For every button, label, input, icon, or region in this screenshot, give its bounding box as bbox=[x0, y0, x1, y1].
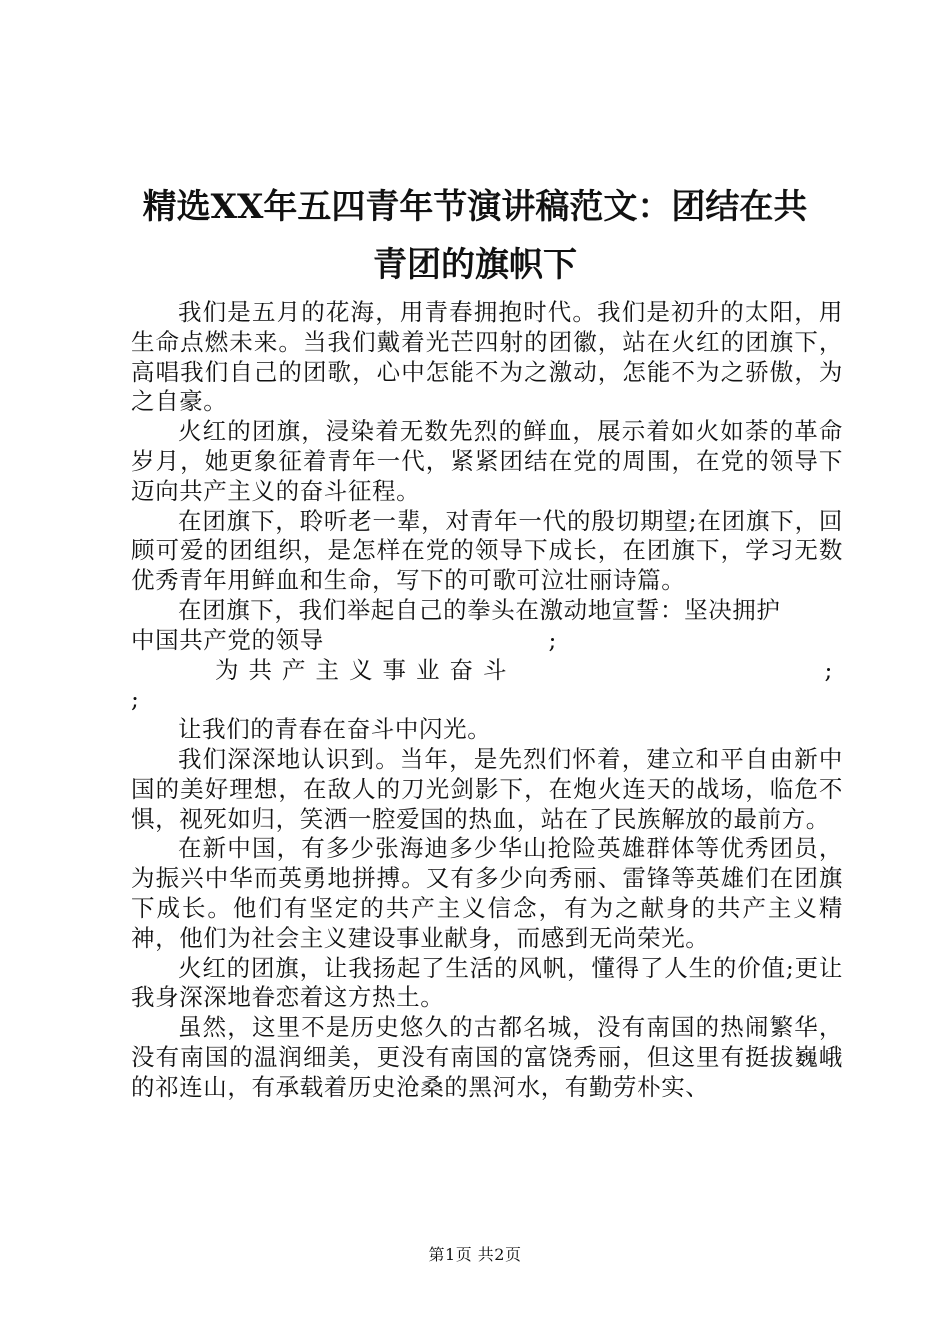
oath-line-1-semicolon: ; bbox=[548, 625, 557, 654]
oath-line-2 bbox=[131, 656, 843, 686]
oath-line-2-semicolon: ; bbox=[824, 655, 833, 684]
oath-line-2-text: 为共产主义事业奋斗 bbox=[215, 655, 517, 684]
oath-line-1 bbox=[131, 626, 843, 656]
paragraph: 在团旗下，聆听老一辈，对青年一代的殷切期望;在团旗下，回顾可爱的团组织，是怎样在党的领导下成长，在团旗下，学习无数优秀青年用鲜血和生命，写下的可歌可泣壮丽诗篇。 bbox=[131, 506, 843, 595]
oath-line-1-text: 中国共产党的领导 bbox=[131, 625, 324, 654]
oath-intro: 在团旗下，我们举起自己的拳头在激动地宣誓：坚决拥护 bbox=[178, 595, 781, 624]
paragraph: 在新中国，有多少张海迪多少华山抢险英雄群体等优秀团员，为振兴中华而英勇地拼搏。又有多少向秀丽、雷锋等英雄们在团旗下成长。他们有坚定的共产主义信念，有为之献身的共产主义精神，他们为社会主义建设事业献身，而感到无尚荣光。 bbox=[131, 834, 843, 952]
oath-closing: 让我们的青春在奋斗中闪光。 bbox=[178, 715, 492, 744]
title-line-2: 青团的旗帜下 bbox=[373, 245, 577, 285]
document-body bbox=[131, 298, 843, 1103]
oath-line-3-semicolon: ; bbox=[131, 685, 140, 714]
paragraph: 火红的团旗，让我扬起了生活的风帆，懂得了人生的价值;更让我身深深地眷恋着这方热土。 bbox=[131, 953, 843, 1012]
paragraph: 虽然，这里不是历史悠久的古都名城，没有南国的热闹繁华，没有南国的温润细美，更没有南国的富饶秀丽，但这里有挺拔巍峨的祁连山，有承载着历史沧桑的黑河水，有勤劳朴实、 bbox=[131, 1013, 843, 1101]
paragraph: 我们是五月的花海，用青春拥抱时代。我们是初升的太阳，用生命点燃未来。当我们戴着光芒四射的团徽，站在火红的团旗下，高唱我们自己的团歌，心中怎能不为之激动，怎能不为之骄傲，为之自豪。 bbox=[131, 298, 843, 416]
document-title bbox=[120, 178, 830, 294]
paragraph: 火红的团旗，浸染着无数先烈的鲜血，展示着如火如荼的革命岁月，她更象征着青年一代，紧紧团结在党的周围，在党的领导下迈向共产主义的奋斗征程。 bbox=[131, 417, 843, 505]
page-footer: 第1页 共2页 bbox=[428, 1245, 522, 1264]
paragraph: 我们深深地认识到。当年，是先烈们怀着，建立和平自由新中国的美好理想，在敌人的刀光剑影下，在炮火连天的战场，临危不惧，视死如归，笑洒一腔爱国的热血，站在了民族解放的最前方。 bbox=[131, 744, 843, 833]
title-line-1: 精选XX年五四青年节演讲稿范文：团结在共 bbox=[142, 187, 808, 227]
